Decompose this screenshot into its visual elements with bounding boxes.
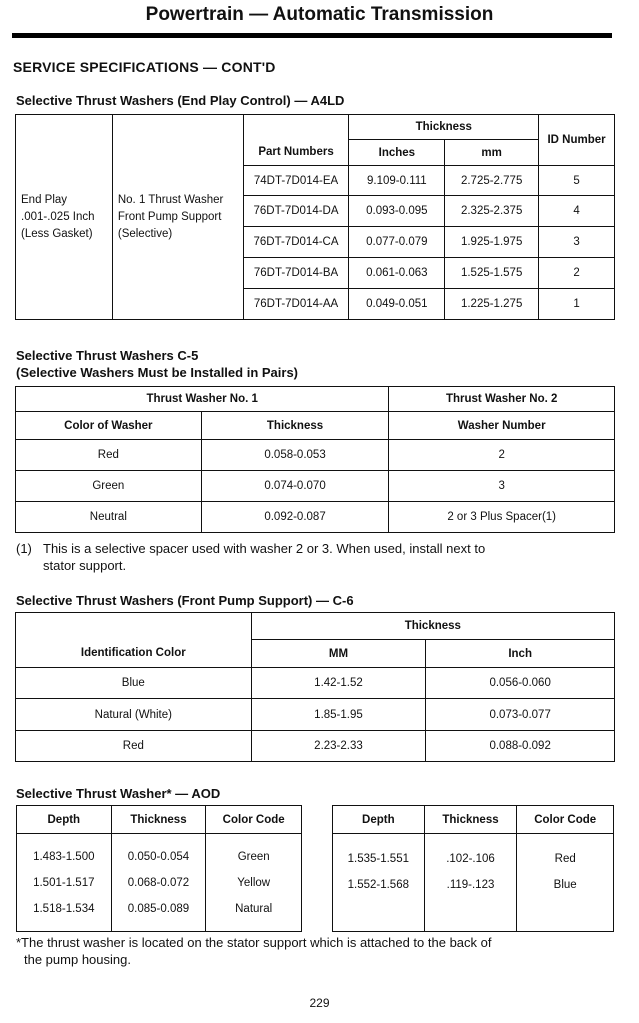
aod-depth-column [333,834,425,932]
depth-value: 1.501-1.517 [33,876,95,889]
c5-footnote [43,540,623,574]
c5-group2-header: Thrust Washer No. 2 [389,387,615,412]
c6-thickness-header: Thickness [251,613,614,640]
c6-table-title: Selective Thrust Washers (Front Pump Support) — C-6 [16,593,354,608]
part-number: 76DT-7D014-BA [243,258,349,289]
id-number: 5 [539,166,615,196]
color-code-value: Yellow [237,876,271,889]
inch-value: 0.088-0.092 [426,731,615,762]
aod-color-code-header: Color Code [206,806,302,834]
c6-inch-header: Inch [426,640,615,668]
aod-color-column [517,834,614,932]
table-row [16,668,615,699]
aod-depth-header: Depth [333,806,425,834]
id-number: 4 [539,196,615,227]
thickness-value: 0.050-0.054 [127,850,190,863]
c5-title-line1: Selective Thrust Washers C-5 [16,348,199,363]
aod-footnote [16,934,626,968]
a4ld-part-numbers-header: Part Numbers [243,140,349,166]
identification-color: Red [16,731,252,762]
a4ld-table [15,114,615,320]
color-code-value: Red [554,853,576,865]
identification-color: Blue [16,668,252,699]
page-number: 229 [309,996,330,1010]
mm-value: 2.325-2.375 [445,196,539,227]
thickness-value: 0.085-0.089 [127,902,190,915]
washer-thickness: 0.058-0.053 [201,440,389,471]
mm-value: 2.23-2.33 [251,731,426,762]
mm-value: 1.525-1.575 [445,258,539,289]
c5-washer-number-header: Washer Number [389,412,615,440]
washer-name: No. 1 Thrust Washer [117,193,224,206]
inches-value: 0.061-0.063 [349,258,445,289]
aod-thickness-column [424,834,517,932]
end-play-range: .001-.025 Inch [21,210,95,223]
washer-location: Front Pump Support [117,210,222,223]
table-row [16,471,615,502]
aod-color-column [206,834,302,932]
thickness-value: .119-.123 [446,879,495,891]
mm-value: 1.225-1.275 [445,289,539,320]
washer-color: Neutral [16,502,202,533]
washer-number: 3 [389,471,615,502]
section-title: SERVICE SPECIFICATIONS — CONT'D [13,59,276,75]
aod-right-table [332,805,614,932]
table-row [16,440,615,471]
depth-value: 1.535-1.551 [347,853,409,865]
thickness-value: 0.068-0.072 [127,876,190,889]
aod-thickness-column [111,834,206,932]
c5-footnote-line1: This is a selective spacer used with washer 2 or 3. When used, install next to [43,541,486,556]
page-title: Powertrain — Automatic Transmission [145,4,494,25]
inch-value: 0.073-0.077 [426,699,615,731]
table-row [16,502,615,533]
washer-color: Green [16,471,202,502]
washer-thickness: 0.092-0.087 [201,502,389,533]
aod-color-code-header: Color Code [517,806,614,834]
c5-table [15,386,615,533]
c6-identification-header: Identification Color [16,640,252,668]
header-rule [12,33,612,38]
identification-color: Natural (White) [16,699,252,731]
a4ld-id-number-header: ID Number [539,115,615,166]
inches-value: 0.049-0.051 [349,289,445,320]
aod-depth-header: Depth [17,806,112,834]
end-play-note: (Less Gasket) [21,227,93,240]
aod-thickness-header: Thickness [424,806,517,834]
thickness-value: .102-.106 [446,853,495,865]
color-code-value: Green [237,850,270,863]
end-play-cell [16,115,113,320]
washer-cell [112,115,243,320]
c5-footnote-line2: stator support. [43,558,127,573]
c5-title-line2: (Selective Washers Must be Installed in Pairs) [16,365,299,380]
washer-thickness: 0.074-0.070 [201,471,389,502]
c5-group1-header: Thrust Washer No. 1 [16,387,389,412]
aod-table-title: Selective Thrust Washer* — AOD [16,786,221,801]
c6-table [15,612,615,762]
depth-value: 1.552-1.568 [347,879,409,891]
c5-footnote-mark: (1) [16,541,32,556]
washer-type: (Selective) [117,227,173,240]
part-number: 76DT-7D014-AA [243,289,349,320]
inch-value: 0.056-0.060 [426,668,615,699]
id-number: 1 [539,289,615,320]
washer-number: 2 [389,440,615,471]
a4ld-inches-header: Inches [349,140,445,166]
inches-value: 0.093-0.095 [349,196,445,227]
aod-depth-column [17,834,112,932]
table-row [16,699,615,731]
part-number: 76DT-7D014-CA [243,227,349,258]
mm-value: 2.725-2.775 [445,166,539,196]
c6-mm-header: MM [251,640,426,668]
a4ld-thickness-header: Thickness [349,115,539,140]
id-number: 2 [539,258,615,289]
color-code-value: Natural [235,902,273,915]
a4ld-mm-header: mm [445,140,539,166]
part-number: 76DT-7D014-DA [243,196,349,227]
mm-value: 1.85-1.95 [251,699,426,731]
aod-thickness-header: Thickness [111,806,206,834]
mm-value: 1.925-1.975 [445,227,539,258]
table-row [16,731,615,762]
id-number: 3 [539,227,615,258]
aod-footnote-line2: the pump housing. [24,952,131,967]
color-code-value: Blue [553,879,577,891]
c5-color-header: Color of Washer [16,412,202,440]
aod-left-table [16,805,302,932]
depth-value: 1.483-1.500 [33,850,95,863]
part-number: 74DT-7D014-EA [243,166,349,196]
depth-value: 1.518-1.534 [33,902,95,915]
c5-table-title [16,347,298,381]
mm-value: 1.42-1.52 [251,668,426,699]
washer-color: Red [16,440,202,471]
a4ld-table-title: Selective Thrust Washers (End Play Control) — A4LD [16,93,345,108]
end-play-label: End Play [21,193,68,206]
washer-number: 2 or 3 Plus Spacer(1) [389,502,615,533]
aod-footnote-line1: *The thrust washer is located on the stator support which is attached to the back of [16,935,492,950]
c5-thickness-header: Thickness [201,412,389,440]
inches-value: 0.077-0.079 [349,227,445,258]
inches-value: 9.109-0.111 [349,166,445,196]
